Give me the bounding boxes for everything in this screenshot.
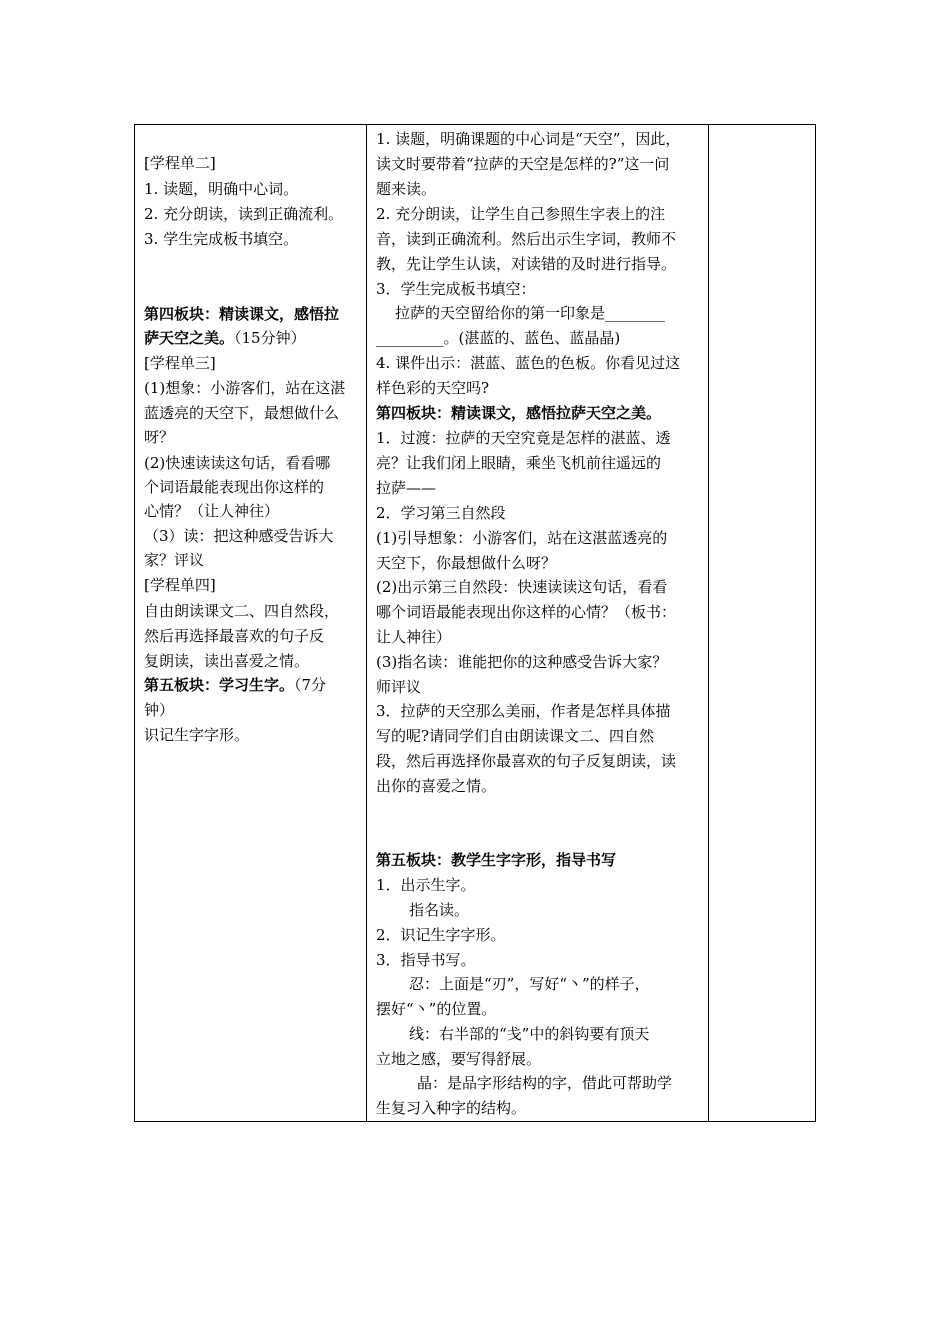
fill-in-blank-line: 拉萨的天空留给你的第一印象是________ [395, 304, 666, 322]
left-text-line: (2)快速读读这句话，看看哪 [144, 454, 331, 472]
mid-text-line: 教，先让学生认读，对读错的及时进行指导。 [376, 255, 677, 273]
study-sheet-4-heading: [学程单四] [144, 576, 216, 594]
fill-in-blank-line: _________。(湛蓝的、蓝色、蓝晶晶) [376, 329, 621, 347]
left-text-line: 家？评议 [144, 551, 205, 569]
mid-text-line: (1)引导想象：小游客们，站在这湛蓝透亮的 [376, 529, 668, 547]
left-text-line: 然后再选择最喜欢的句子反 [144, 627, 325, 645]
section-5-heading: 第五板块：学习生字。 [144, 676, 295, 694]
notes-column [709, 125, 815, 1121]
left-text-line: 2. 充分朗读，读到正确流利。 [144, 205, 344, 223]
mid-text-line: 2. 充分朗读，让学生自己参照生字表上的注 [376, 205, 666, 223]
left-text-line: 个词语最能表现出你这样的 [144, 478, 325, 496]
left-text-line: 1. 读题，明确中心词。 [144, 180, 299, 198]
left-text-line: （3）读：把这种感受告诉大 [144, 527, 334, 545]
mid-text-line: 让人神往） [376, 628, 452, 646]
mid-text-line: 3．拉萨的天空那么美丽，作者是怎样具体描 [376, 702, 671, 720]
section-4-duration: （15分钟） [234, 329, 306, 347]
student-activity-column [135, 125, 367, 1121]
mid-text-line: 音，读到正确流利。然后出示生字词，教师不 [376, 230, 677, 248]
section-5-title: 第五板块：教学生字字形，指导书写 [376, 851, 617, 869]
mid-text-line: 写的呢?请同学们自由朗读课文二、四自然 [376, 727, 655, 745]
study-sheet-2-heading: [学程单二] [144, 154, 216, 172]
left-text-line: 钟） [144, 701, 175, 719]
mid-text-line: 2．学习第三自然段 [376, 504, 506, 522]
left-text-line: 复朗读，读出喜爱之情。 [144, 652, 310, 670]
mid-text-line: 1．过渡：拉萨的天空究竟是怎样的湛蓝、透 [376, 429, 671, 447]
mid-text-line: 出你的喜爱之情。 [376, 777, 497, 795]
section-5-heading-line [144, 675, 326, 695]
writing-guide-line: 晶：是品字形结构的字，借此可帮助学 [417, 1074, 673, 1092]
study-sheet-3-heading: [学程单三] [144, 354, 216, 372]
mid-text-line: 1. 读题，明确课题的中心词是“天空”，因此， [376, 130, 681, 148]
section-4-heading: 第四板块：精读课文，感悟拉 [144, 305, 340, 323]
mid-text-line: 读文时要带着“拉萨的天空是怎样的?”这一问 [376, 155, 670, 173]
mid-text-line: 1．出示生字。 [376, 876, 476, 894]
mid-text-line: 段，然后再选择你最喜欢的句子反复朗读，读 [376, 752, 677, 770]
mid-text-line: 3．学生完成板书填空： [376, 280, 536, 298]
mid-text-line: (2)出示第三自然段：快速读读这句话，看看 [376, 578, 668, 596]
mid-text-line: 样色彩的天空吗? [376, 379, 490, 397]
writing-guide-line: 立地之感，要写得舒展。 [376, 1050, 542, 1068]
left-text-line: 心情？（让人神往） [144, 502, 280, 520]
left-text-line: 蓝透亮的天空下，最想做什么 [144, 404, 340, 422]
mid-text-line: (3)指名读：谁能把你的这种感受告诉大家？ [376, 653, 668, 671]
writing-guide-line: 线：右半部的“戋”中的斜钩要有顶天 [409, 1025, 650, 1043]
section-5-duration: （7分 [294, 676, 327, 694]
writing-guide-line: 摆好“丶”的位置。 [376, 1000, 497, 1018]
mid-text-line: 题来读。 [376, 180, 437, 198]
mid-text-line: 3．指导书写。 [376, 951, 476, 969]
section-4-title: 第四板块：精读课文，感悟拉萨天空之美。 [376, 404, 662, 422]
left-text-line: (1)想象：小游客们，站在这湛 [144, 379, 346, 397]
mid-text-line: 指名读。 [409, 901, 470, 919]
left-text-line: 呀？ [144, 428, 175, 446]
left-text-line: 3. 学生完成板书填空。 [144, 230, 299, 248]
teacher-activity-column [367, 125, 709, 1121]
mid-text-line: 4. 课件出示：湛蓝、蓝色的色板。你看见过这 [376, 354, 681, 372]
lesson-plan-table [134, 124, 816, 1122]
mid-text-line: 拉萨—— [376, 479, 437, 497]
left-text-line: 识记生字字形。 [144, 726, 250, 744]
writing-guide-line: 忍：上面是“刃”，写好“丶”的样子， [409, 975, 650, 993]
writing-guide-line: 生复习入种字的结构。 [376, 1099, 527, 1117]
mid-text-line: 哪个词语最能表现出你这样的心情？（板书： [376, 603, 677, 621]
mid-text-line: 亮？让我们闭上眼睛，乘坐飞机前往遥远的 [376, 454, 662, 472]
mid-text-line: 师评议 [376, 678, 422, 696]
left-text-line: 自由朗读课文二、四自然段， [144, 602, 340, 620]
mid-text-line: 2．识记生字字形。 [376, 926, 506, 944]
section-4-heading-tail: 萨天空之美。 [144, 329, 235, 347]
section-4-heading-cont [144, 328, 306, 348]
mid-text-line: 天空下，你最想做什么呀？ [376, 554, 557, 572]
